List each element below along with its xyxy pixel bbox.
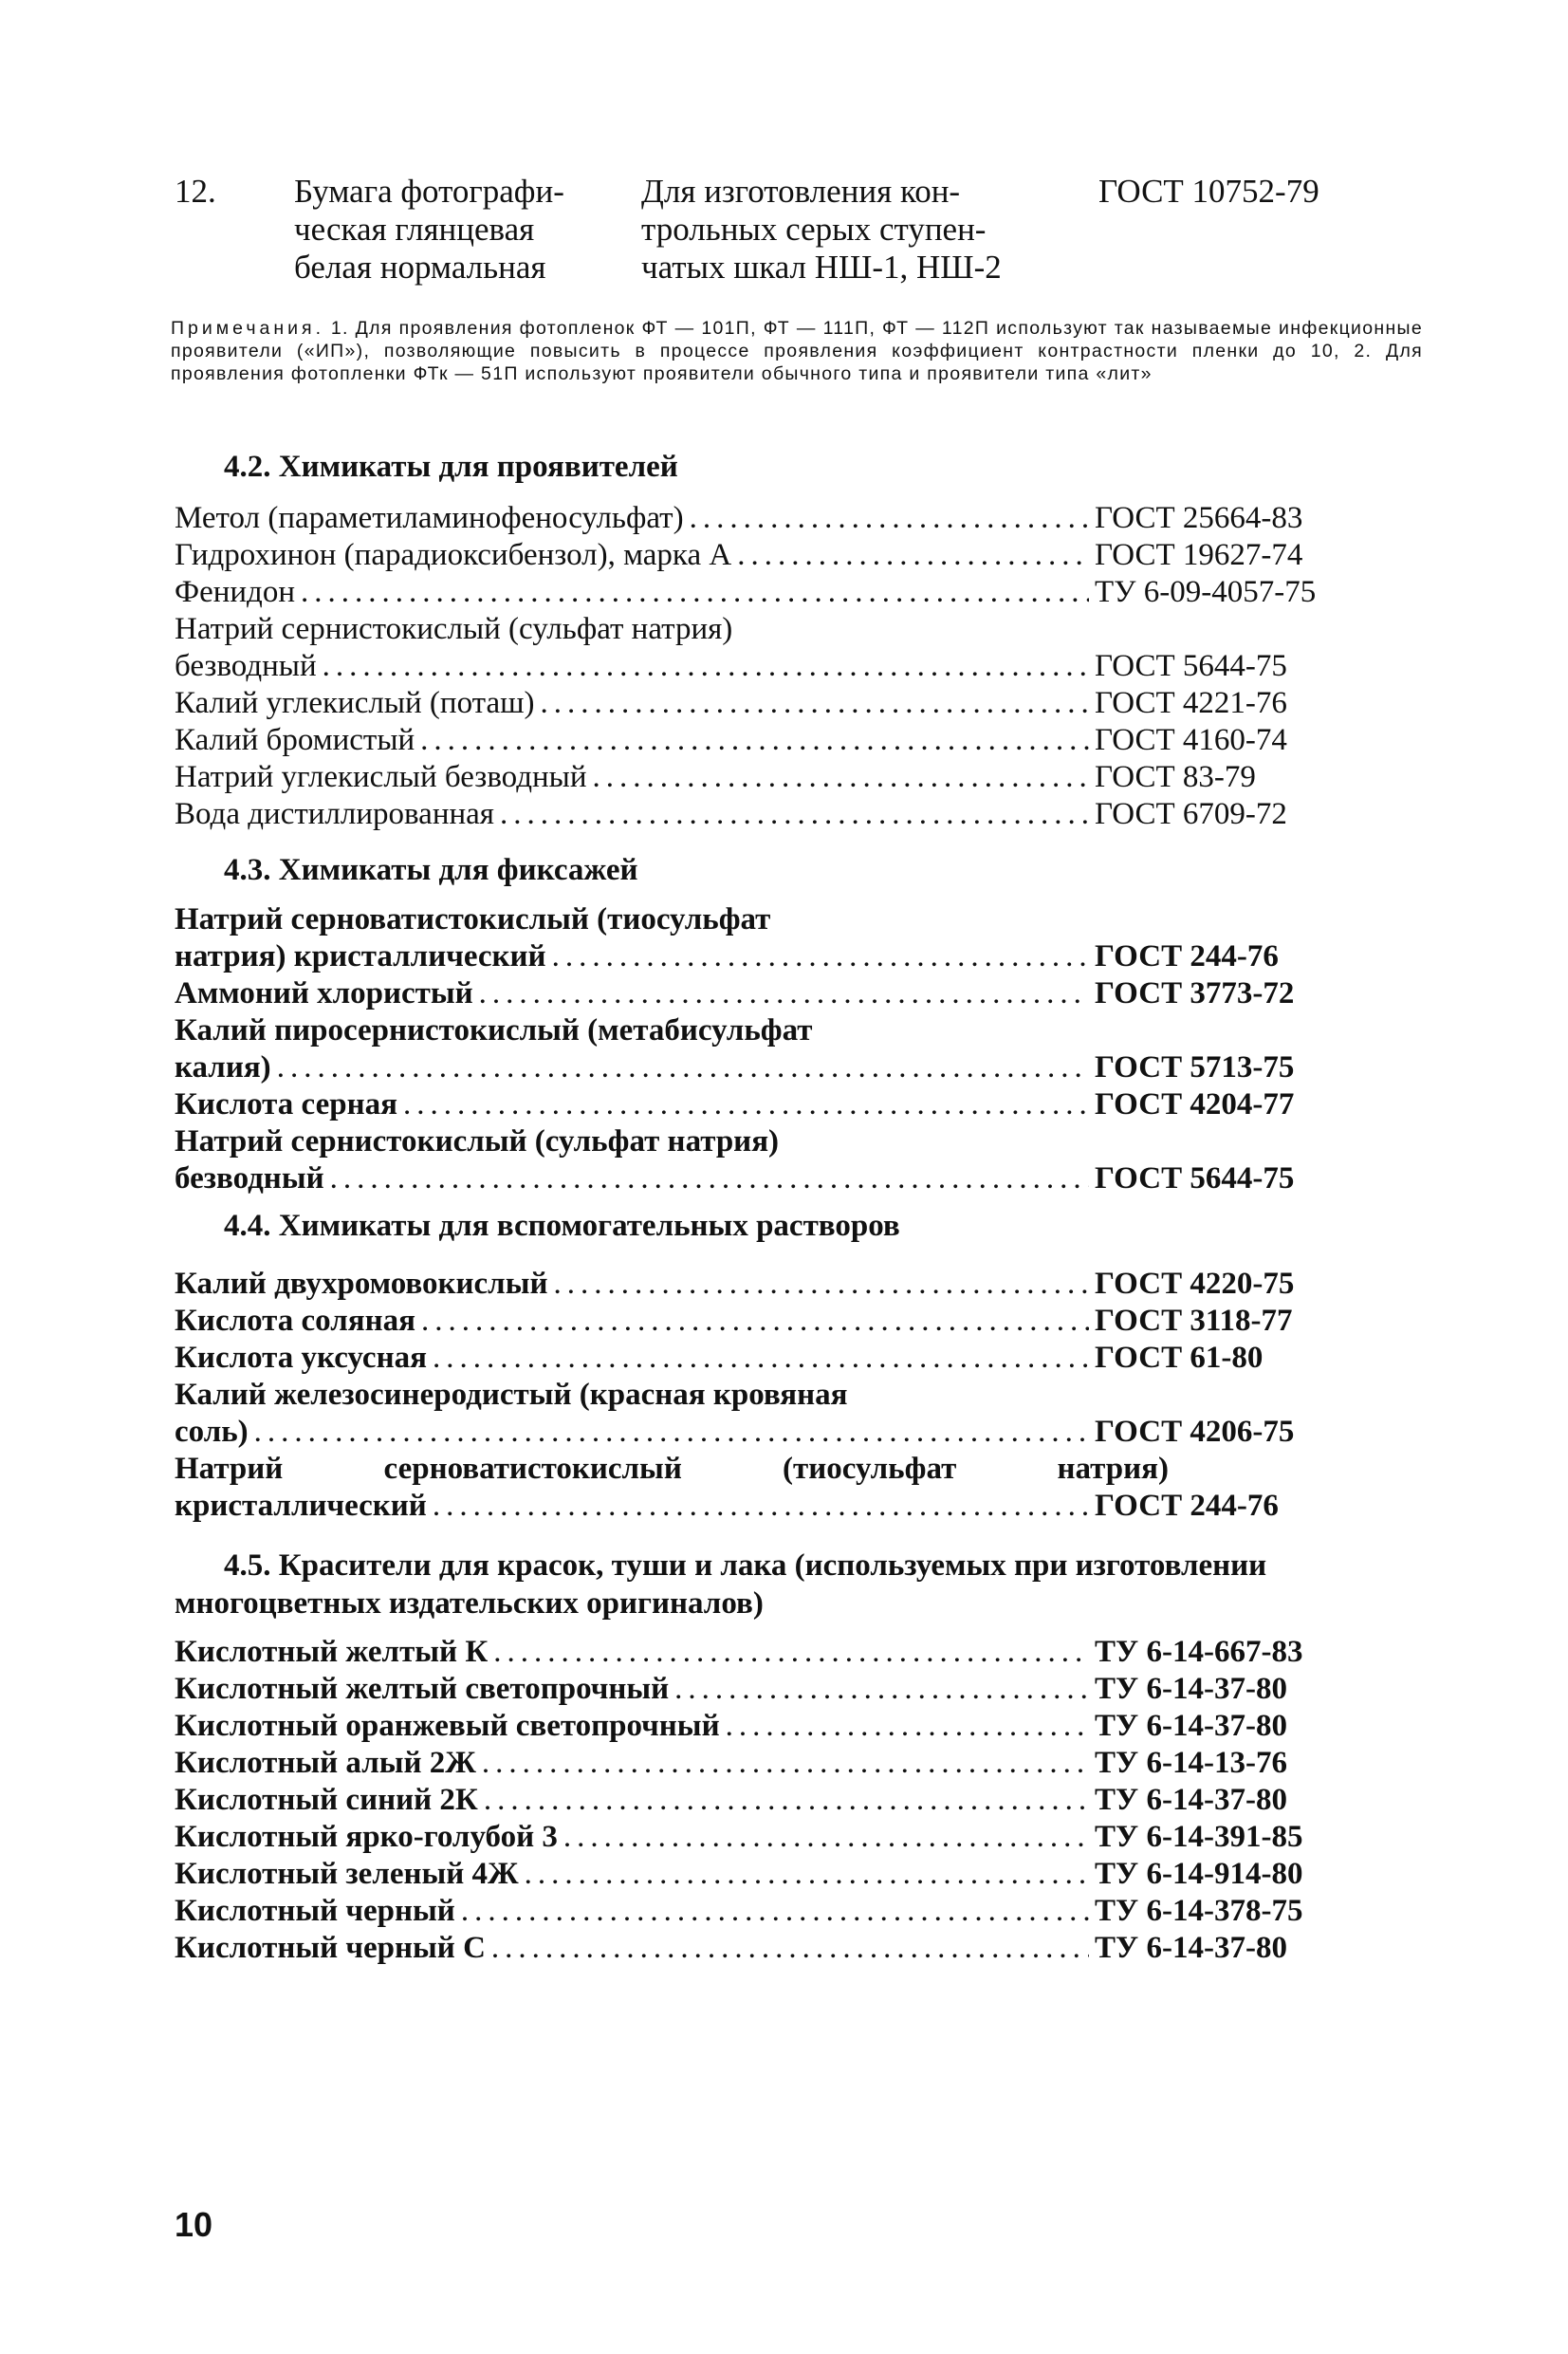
list-item: Кислотный ярко-голубой 3 ..... ТУ 6-14-391-85	[175, 1819, 1332, 1856]
list-4-4	[175, 1266, 1332, 1525]
list-item: безводный ..... ГОСТ 5644-75	[175, 648, 1332, 685]
section-title-4-2: 4.2. Химикаты для проявителей	[224, 450, 678, 484]
notes-paragraph	[171, 317, 1423, 385]
page-number: 10	[175, 2205, 213, 2244]
list-item: Кислотный оранжевый светопрочный ..... ТУ 6-14-37-80	[175, 1708, 1332, 1745]
list-item: Кислотный желтый К ..... ТУ 6-14-667-83	[175, 1634, 1332, 1671]
item-standard: ГОСТ 10752-79	[1098, 173, 1319, 210]
list-item-line: Натрий серноватистокислый (тиосульфат натрия)	[175, 1452, 1169, 1486]
list-item: Кислота уксусная ..... ГОСТ 61-80	[175, 1340, 1332, 1377]
list-4-5	[175, 1634, 1332, 1967]
list-item: Калий двухромовокислый ..... ГОСТ 4220-75	[175, 1266, 1332, 1303]
list-item: Кислотный алый 2Ж ..... ТУ 6-14-13-76	[175, 1745, 1332, 1782]
item-number: 12.	[175, 173, 216, 210]
list-item: Вода дистиллированная ..... ГОСТ 6709-72	[175, 796, 1332, 833]
list-item-line: Калий железосинеродистый (красная кровяная	[175, 1378, 848, 1412]
list-item: Кислотный желтый светопрочный ..... ТУ 6-14-37-80	[175, 1671, 1332, 1708]
list-item: натрия) кристаллический ..... ГОСТ 244-76	[175, 938, 1332, 975]
list-item: Натрий углекислый безводный ..... ГОСТ 83-79	[175, 759, 1332, 796]
list-item: Калий углекислый (поташ) ..... ГОСТ 4221-76	[175, 685, 1332, 722]
list-item-line: Натрий сернистокислый (сульфат натрия)	[175, 1124, 780, 1158]
item-name: Бумага фотографи- ческая глянцевая белая нормальная	[294, 173, 564, 286]
list-item: калия) ..... ГОСТ 5713-75	[175, 1049, 1332, 1086]
notes-text: 1. Для проявления фотопленок ФТ — 101П, ФТ — 111П, ФТ — 112П используют так называемые инфекционные проявители («ИП»), позволяющие повысить в процессе проявления коэффициент контрастности пленки до 10, 2. Для проявления фотопленки ФТк — 51П используют проявители обычного типа и проявители типа «лит»	[171, 318, 1423, 384]
list-item: безводный ..... ГОСТ 5644-75	[175, 1160, 1332, 1197]
list-item-line: Натрий сернистокислый (сульфат натрия)	[175, 612, 733, 646]
list-item: Фенидон ..... ТУ 6-09-4057-75	[175, 574, 1332, 611]
list-item: Гидрохинон (парадиоксибензол), марка А ..... ГОСТ 19627-74	[175, 537, 1332, 574]
list-item: Кислотный черный С ..... ТУ 6-14-37-80	[175, 1930, 1332, 1967]
list-item: Кислотный зеленый 4Ж ..... ТУ 6-14-914-80	[175, 1856, 1332, 1893]
list-item: Кислотный черный ..... ТУ 6-14-378-75	[175, 1893, 1332, 1930]
list-item: Метол (параметиламинофеносульфат) ..... ГОСТ 25664-83	[175, 500, 1332, 537]
list-item-line: Калий пиросернистокислый (метабисульфат	[175, 1013, 813, 1047]
list-item: Калий бромистый ..... ГОСТ 4160-74	[175, 722, 1332, 759]
list-4-2	[175, 500, 1332, 833]
item-purpose: Для изготовления кон- трольных серых ступен- чатых шкал НШ-1, НШ-2	[641, 173, 1002, 286]
list-4-3	[175, 901, 1332, 1197]
list-item: Кислота соляная ..... ГОСТ 3118-77	[175, 1303, 1332, 1340]
notes-label: Примечания.	[171, 318, 324, 339]
list-item: соль) ..... ГОСТ 4206-75	[175, 1414, 1332, 1451]
section-title-4-4: 4.4. Химикаты для вспомогательных растворов	[224, 1209, 900, 1243]
list-item: Кислота серная ..... ГОСТ 4204-77	[175, 1086, 1332, 1123]
list-item: кристаллический ..... ГОСТ 244-76	[175, 1488, 1332, 1525]
section-title-4-3: 4.3. Химикаты для фиксажей	[224, 853, 638, 887]
list-item: Кислотный синий 2К ..... ТУ 6-14-37-80	[175, 1782, 1332, 1819]
list-item: Аммоний хлористый ..... ГОСТ 3773-72	[175, 975, 1332, 1012]
section-title-4-5: 4.5. Красители для красок, туши и лака (используемых при изготовлении многоцветных издательских оригиналов)	[175, 1548, 1267, 1621]
list-item-line: Натрий серноватистокислый (тиосульфат	[175, 902, 771, 936]
